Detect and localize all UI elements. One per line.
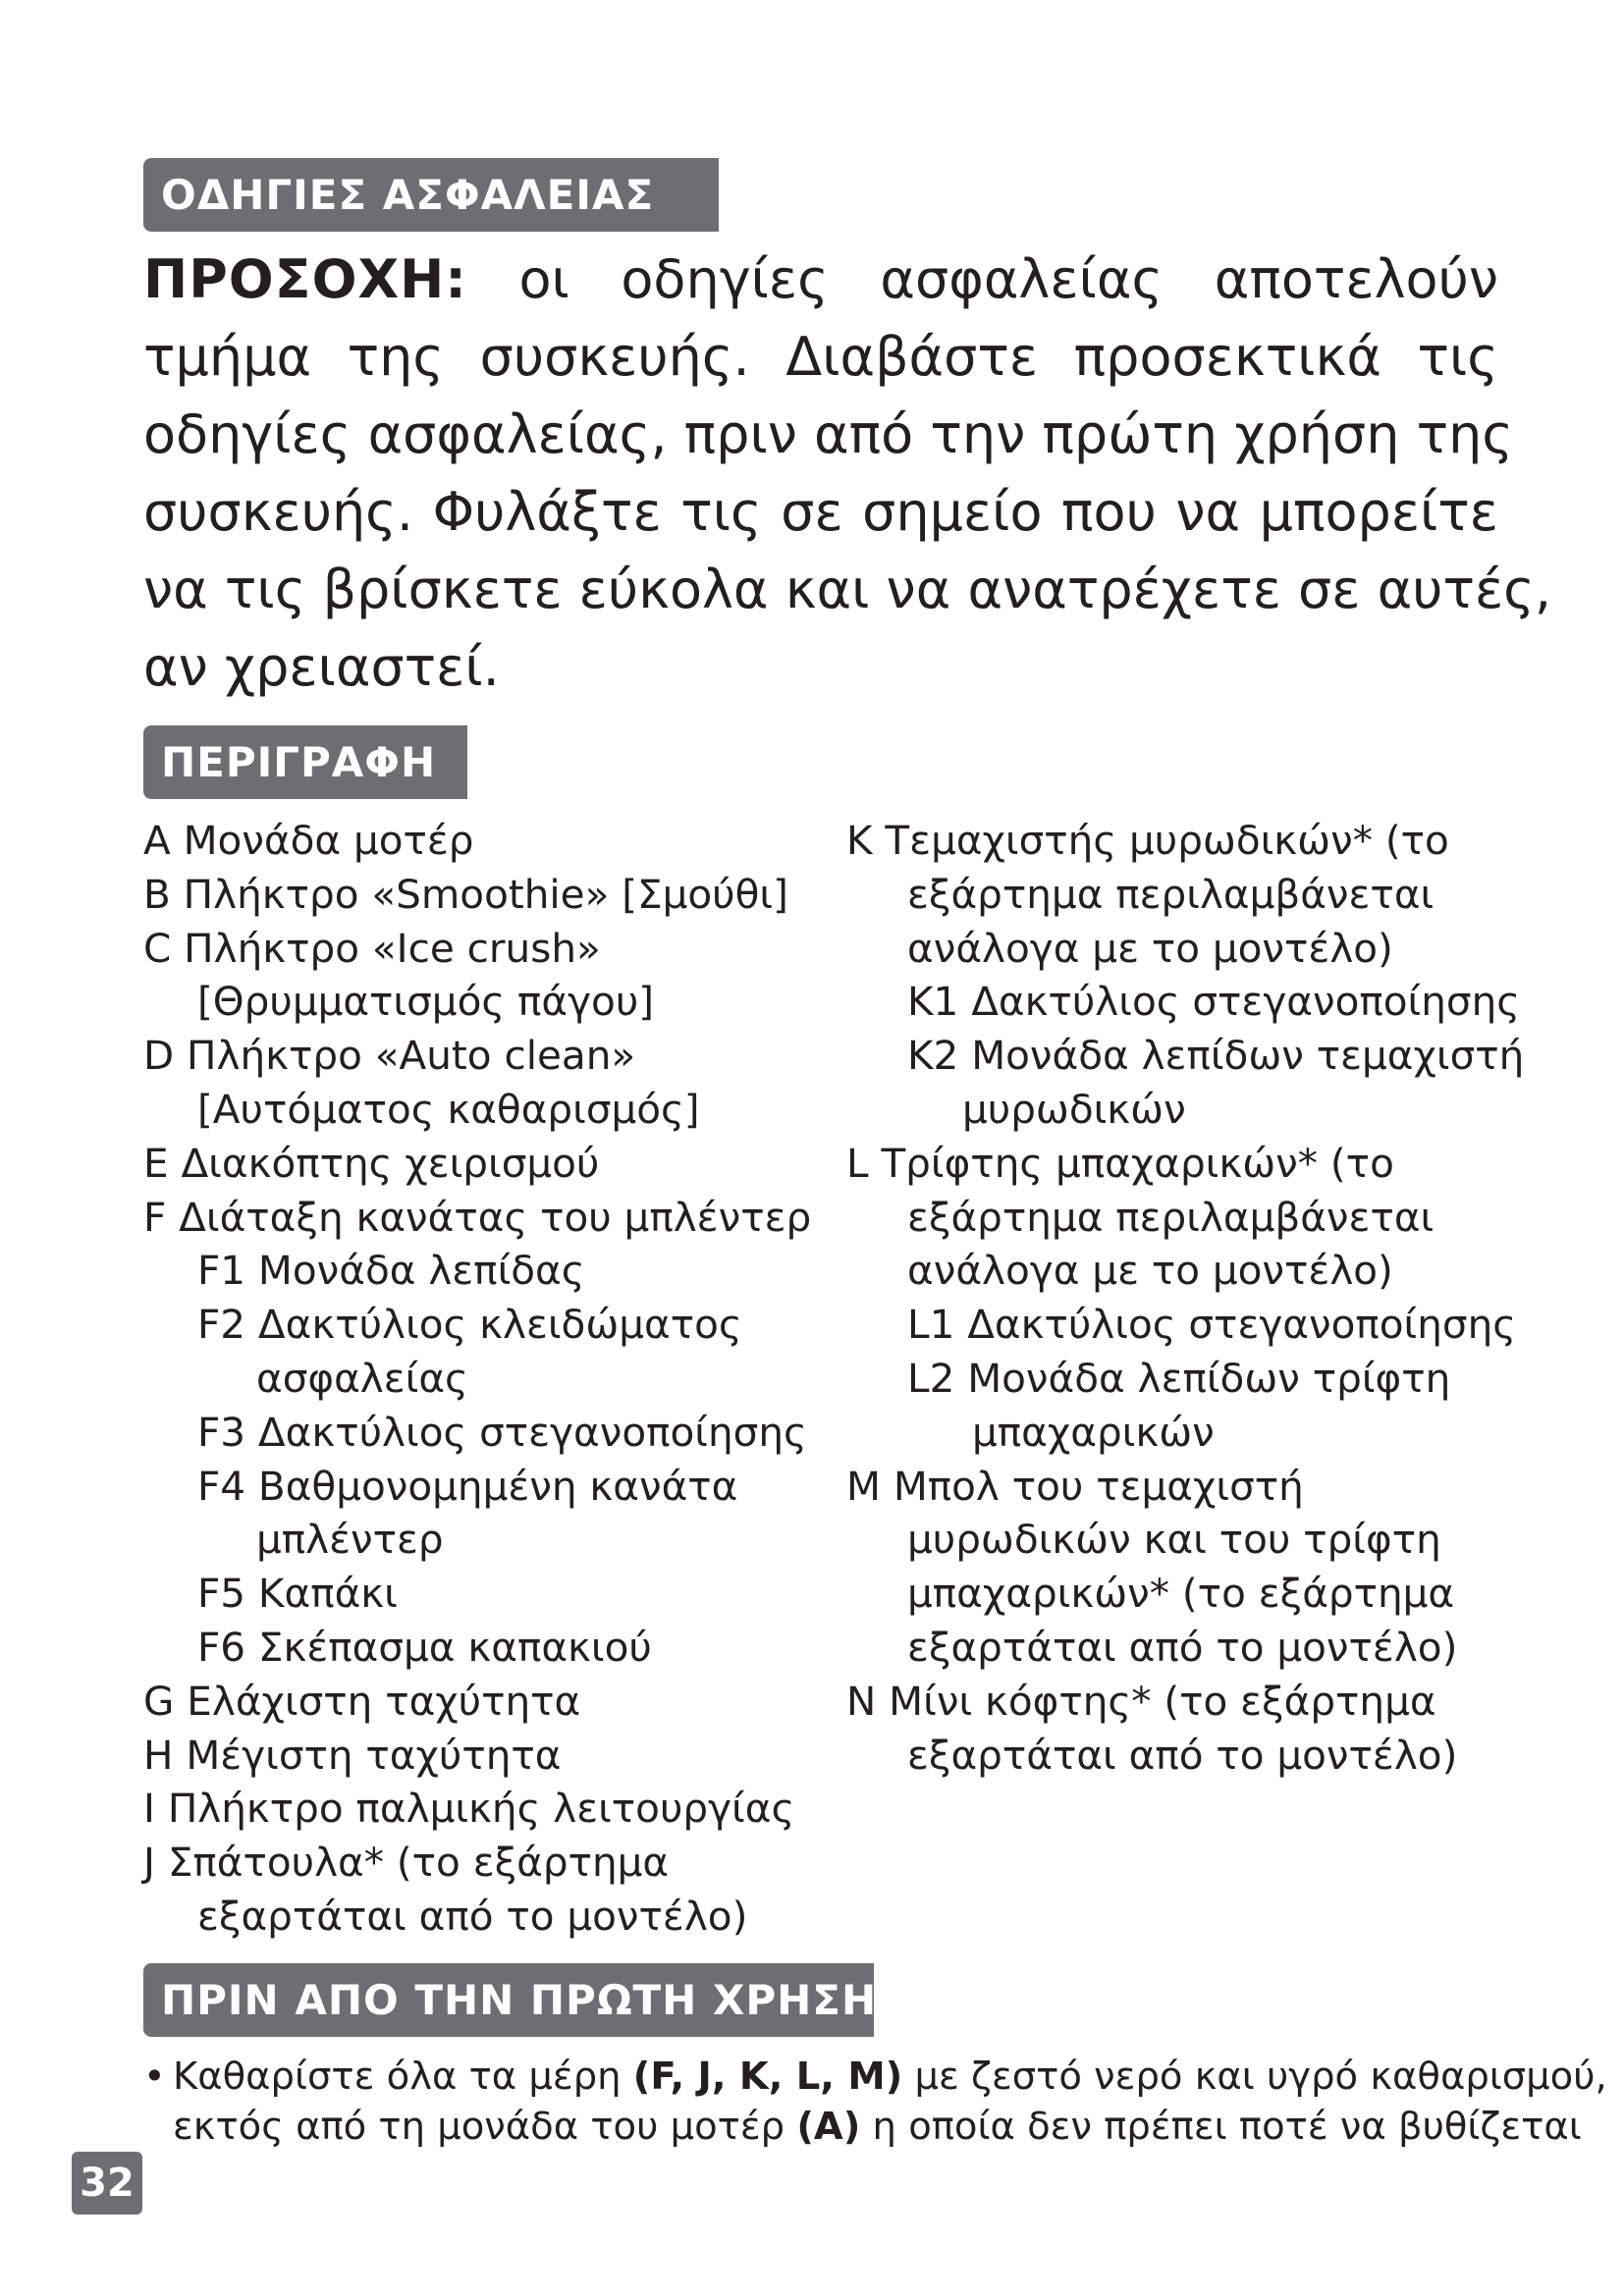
list-item: F1 Μονάδα λεπίδας: [197, 1247, 585, 1295]
list-item: F4 Βαθμονομημένη κανάτα: [197, 1462, 738, 1510]
list-item: μπαχαρικών: [972, 1408, 1215, 1456]
list-item: μυρωδικών: [962, 1085, 1186, 1133]
list-item: ανάλογα με το μοντέλο): [907, 1247, 1393, 1295]
intro-line-6: αν χρειαστεί.: [143, 636, 500, 698]
list-item: H Μέγιστη ταχύτητα: [143, 1731, 562, 1779]
list-item: μπλέντερ: [256, 1516, 444, 1564]
list-item: K1 Δακτύλιος στεγανοποίησης: [907, 978, 1521, 1026]
list-item: I Πλήκτρο παλμικής λειτουργίας: [143, 1785, 795, 1833]
list-item: F Διάταξη κανάτας του μπλέντερ: [143, 1193, 812, 1241]
cleaning-instruction: [143, 2052, 1607, 2152]
bullet-dot: •: [143, 2055, 166, 2099]
list-item: C Πλήκτρο «Ice crush»: [143, 924, 601, 972]
list-item: εξαρτάται από το μοντέλο): [907, 1731, 1458, 1779]
section-header-before-first-use: ΠΡΙΝ ΑΠΟ ΤΗΝ ΠΡΩΤΗ ΧΡΗΣΗ: [143, 1963, 874, 2037]
section-header-description: ΠΕΡΙΓΡΑΦΗ: [143, 725, 467, 799]
intro-line-3: οδηγίες ασφαλείας, πριν από την πρώτη χρήση της: [143, 403, 1514, 465]
list-item: K Τεμαχιστής μυρωδικών* (το: [846, 817, 1449, 864]
intro-line-5: να τις βρίσκετε εύκολα και να ανατρέχετε σε αυτές,: [143, 559, 1552, 620]
intro-line-4: συσκευής. Φυλάξτε τις σε σημείο που να μπορείτε: [143, 481, 1498, 543]
page-number: 32: [72, 2152, 142, 2215]
list-item: E Διακόπτης χειρισμού: [143, 1139, 600, 1187]
list-item: J Σπάτουλα* (το εξάρτημα: [143, 1839, 670, 1887]
list-item: εξάρτημα περιλαμβάνεται: [907, 1193, 1435, 1241]
section-header-safety: ΟΔΗΓΙΕΣ ΑΣΦΑΛΕΙΑΣ: [143, 158, 719, 232]
list-item: εξαρτάται από το μοντέλο): [197, 1892, 748, 1940]
list-item: ανάλογα με το μοντέλο): [907, 924, 1393, 972]
list-item: [Θρυμματισμός πάγου]: [197, 978, 655, 1026]
intro-line-2: τμήμα της συσκευής. Διαβάστε προσεκτικά τις: [143, 326, 1498, 388]
bullet-line-1: • Καθαρίστε όλα τα μέρη (F, J, K, L, M) με ζεστό νερό και υγρό καθαρισμού,: [143, 2052, 1489, 2102]
list-item: [Αυτόματος καθαρισμός]: [197, 1085, 700, 1133]
list-item: F5 Καπάκι: [197, 1570, 398, 1618]
list-item: A Μονάδα μοτέρ: [143, 817, 474, 864]
list-item: K2 Μονάδα λεπίδων τεμαχιστή: [907, 1032, 1525, 1080]
list-item: L2 Μονάδα λεπίδων τρίφτη: [907, 1354, 1451, 1402]
intro-paragraph: [143, 240, 1552, 706]
list-item: ασφαλείας: [256, 1354, 468, 1402]
bullet-line-2: εκτός από τη μονάδα του μοτέρ (A) η οποία δεν πρέπει ποτέ να βυθίζεται: [173, 2105, 1582, 2149]
list-item: L Τρίφτης μπαχαρικών* (το: [846, 1139, 1394, 1187]
list-item: F2 Δακτύλιος κλειδώματος: [197, 1301, 742, 1349]
list-item: μυρωδικών και του τρίφτη: [907, 1516, 1441, 1564]
list-item: μπαχαρικών* (το εξάρτημα: [907, 1570, 1455, 1618]
list-item: F6 Σκέπασμα καπακιού: [197, 1623, 652, 1671]
list-item: B Πλήκτρο «Smoothie» [Σμούθι]: [143, 870, 788, 918]
intro-line-1: ΠΡΟΣΟΧΗ: οι οδηγίες ασφαλείας αποτελούν: [143, 248, 1498, 310]
parts-list-right: [846, 814, 1534, 1782]
list-item: L1 Δακτύλιος στεγανοποίησης: [907, 1301, 1517, 1349]
list-item: D Πλήκτρο «Auto clean»: [143, 1032, 636, 1080]
warning-label: ΠΡΟΣΟΧΗ:: [143, 248, 467, 310]
list-item: F3 Δακτύλιος στεγανοποίησης: [197, 1408, 807, 1456]
list-item: N Μίνι κόφτης* (το εξάρτημα: [846, 1677, 1436, 1725]
list-item: εξαρτάται από το μοντέλο): [907, 1623, 1458, 1671]
parts-list-left: [143, 814, 831, 1944]
list-item: εξάρτημα περιλαμβάνεται: [907, 870, 1435, 918]
list-item: G Ελάχιστη ταχύτητα: [143, 1677, 581, 1725]
list-item: M Μπολ του τεμαχιστή: [846, 1462, 1304, 1510]
